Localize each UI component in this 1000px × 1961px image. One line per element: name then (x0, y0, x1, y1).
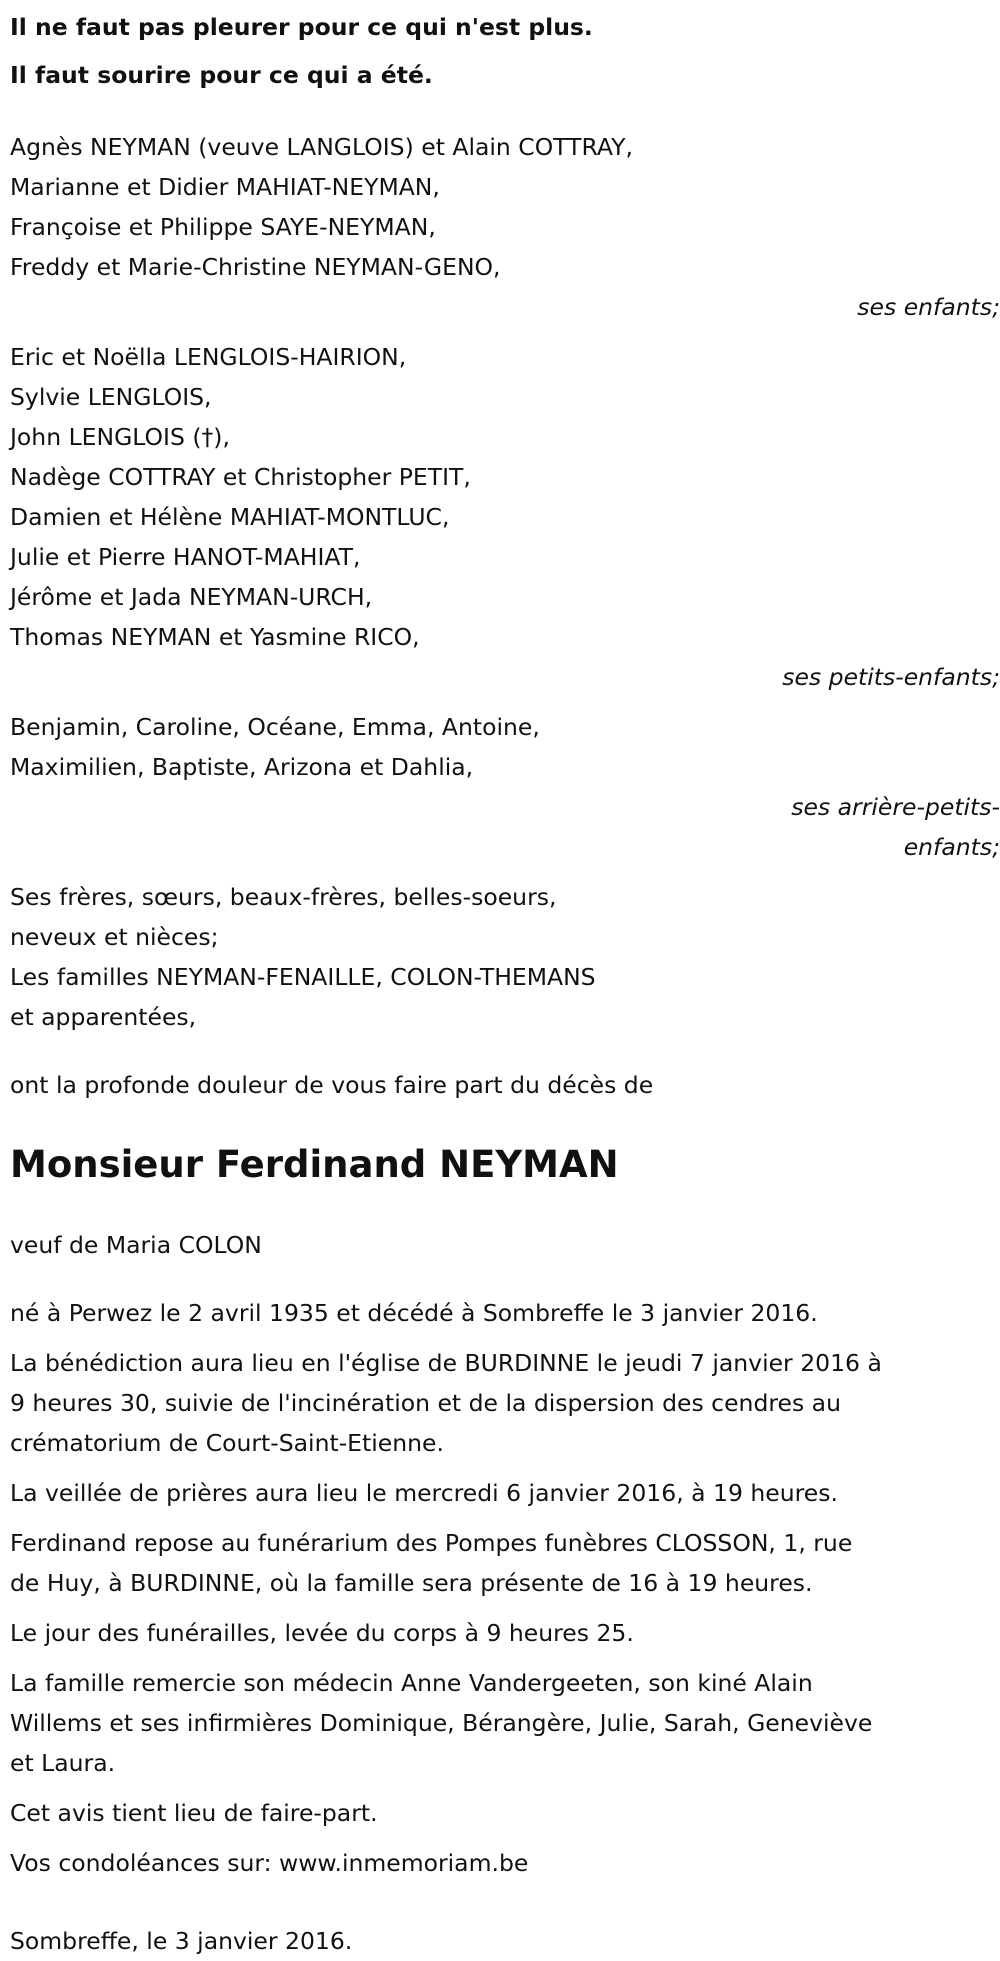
family-name-line: Julie et Pierre HANOT-MAHIAT, (10, 543, 361, 571)
paragraph-funeral-day (10, 1613, 1000, 1653)
family-name-line: Françoise et Philippe SAYE-NEYMAN, (10, 213, 436, 241)
family-name-line: Marianne et Didier MAHIAT-NEYMAN, (10, 173, 440, 201)
spacer (10, 867, 1000, 877)
obituary-column (10, 3, 1000, 1961)
family-name-line: Freddy et Marie-Christine NEYMAN-GENO, (10, 253, 501, 281)
paragraph-thanks (10, 1663, 1000, 1783)
family-name-line: Agnès NEYMAN (veuve LANGLOIS) et Alain COTTRAY, (10, 133, 633, 161)
paragraph-line: Le jour des funérailles, levée du corps à 9 heures 25. (10, 1619, 634, 1647)
paragraph-line: Willems et ses infirmières Dominique, Bérangère, Julie, Sarah, Geneviève (10, 1709, 873, 1737)
paragraph-line: né à Perwez le 2 avril 1935 et décédé à Sombreffe le 3 janvier 2016. (10, 1299, 818, 1327)
paragraph-line: de Huy, à BURDINNE, où la famille sera présente de 16 à 19 heures. (10, 1569, 813, 1597)
family-name-line: Les familles NEYMAN-FENAILLE, COLON-THEMANS (10, 963, 596, 991)
spacer (10, 99, 1000, 127)
relation-label: enfants; (903, 833, 1000, 861)
spacer (10, 697, 1000, 707)
paragraph-notice (10, 1793, 1000, 1833)
paragraph-line: La veillée de prières aura lieu le mercredi 6 janvier 2016, à 19 heures. (10, 1479, 838, 1507)
relation-label: ses petits-enfants; (782, 663, 1000, 691)
great-grandchildren-group (10, 707, 1000, 867)
spacer (10, 1893, 1000, 1921)
announcement-text: ont la profonde douleur de vous faire part du décès de (10, 1071, 654, 1099)
paragraph-line: La famille remercie son médecin Anne Vandergeeten, son kiné Alain (10, 1669, 813, 1697)
family-name-line: Jérôme et Jada NEYMAN-URCH, (10, 583, 373, 611)
family-name-line: Nadège COTTRAY et Christopher PETIT, (10, 463, 471, 491)
paragraph-line: et Laura. (10, 1749, 116, 1777)
spacer (10, 1037, 1000, 1065)
widower-line: veuf de Maria COLON (10, 1231, 262, 1259)
family-name-line: Eric et Noëlla LENGLOIS-HAIRION, (10, 343, 407, 371)
epigraph (10, 3, 1000, 99)
paragraph-line: Ferdinand repose au funérarium des Pompes funèbres CLOSSON, 1, rue (10, 1529, 853, 1557)
closing-place-date: Sombreffe, le 3 janvier 2016. (10, 1927, 353, 1955)
family-name-line: et apparentées, (10, 1003, 197, 1031)
paragraph-line: Vos condoléances sur: www.inmemoriam.be (10, 1849, 529, 1877)
family-name-line: Benjamin, Caroline, Océane, Emma, Antoine, (10, 713, 540, 741)
family-name-line: Sylvie LENGLOIS, (10, 383, 212, 411)
epigraph-line: Il ne faut pas pleurer pour ce qui n'est plus. (10, 13, 593, 41)
children-group (10, 127, 1000, 327)
paragraph-line: La bénédiction aura lieu en l'église de BURDINNE le jeudi 7 janvier 2016 à (10, 1349, 882, 1377)
paragraph-line: Cet avis tient lieu de faire-part. (10, 1799, 378, 1827)
paragraph-line: crématorium de Court-Saint-Etienne. (10, 1429, 444, 1457)
deceased-name: Monsieur Ferdinand NEYMAN (10, 1143, 619, 1186)
paragraph-condolences (10, 1843, 1000, 1883)
details (10, 1293, 1000, 1883)
family-name-line: John LENGLOIS (†), (10, 423, 230, 451)
spacer (10, 1265, 1000, 1293)
paragraph-blessing (10, 1343, 1000, 1463)
family-name-line: Thomas NEYMAN et Yasmine RICO, (10, 623, 420, 651)
paragraph-funerarium (10, 1523, 1000, 1603)
relation-label: ses enfants; (857, 293, 1000, 321)
grandchildren-group (10, 337, 1000, 697)
paragraph-line: 9 heures 30, suivie de l'incinération et de la dispersion des cendres au (10, 1389, 841, 1417)
epigraph-line: Il faut sourire pour ce qui a été. (10, 61, 433, 89)
other-relatives (10, 877, 1000, 1037)
spacer (10, 327, 1000, 337)
family-name-line: Ses frères, sœurs, beaux-frères, belles-soeurs, (10, 883, 557, 911)
family-name-line: Maximilien, Baptiste, Arizona et Dahlia, (10, 753, 474, 781)
paragraph-birth-death (10, 1293, 1000, 1333)
paragraph-vigil (10, 1473, 1000, 1513)
relation-label: ses arrière-petits- (791, 793, 1000, 821)
family-name-line: Damien et Hélène MAHIAT-MONTLUC, (10, 503, 450, 531)
family-name-line: neveux et nièces; (10, 923, 219, 951)
